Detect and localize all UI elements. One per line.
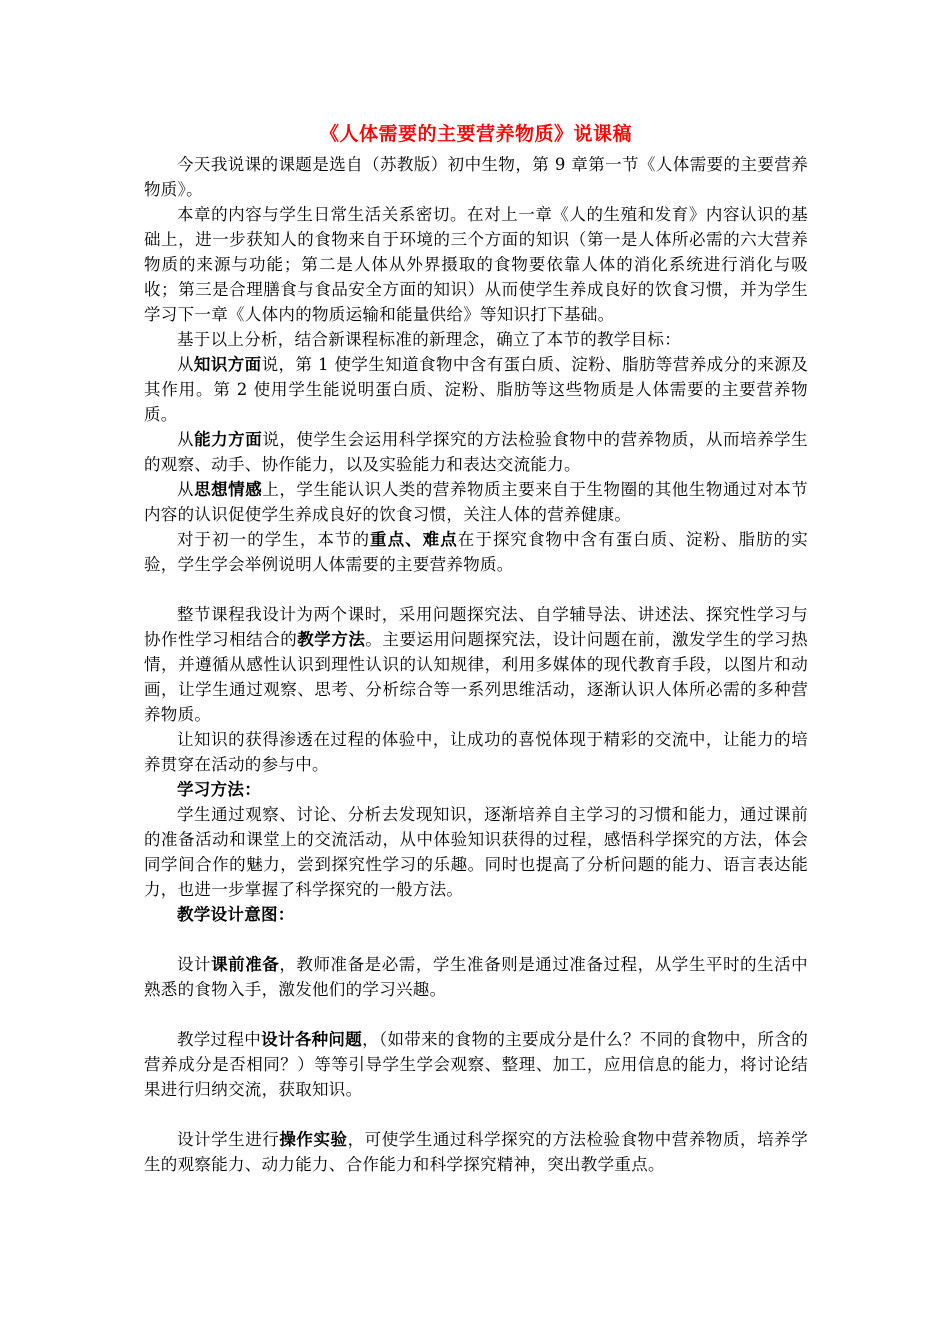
- blank-line: [144, 577, 808, 602]
- paragraph-design-questions: 教学过程中设计各种问题，（如带来的食物的主要成分是什么？不同的食物中，所含的营养成分是否相同？）等等引导学生学会观察、整理、加工，应用信息的能力，将讨论结果进行归纳交流，获取知识。: [144, 1030, 808, 1099]
- emphasis-key-points: 重点、难点: [370, 530, 458, 549]
- document-page: [144, 120, 808, 1177]
- paragraph-pre-class-prep: 设计课前准备，教师准备是必需，学生准备则是通过准备过程，从学生平时的生活中熟悉的食物入手，激发他们的学习兴趣。: [144, 955, 808, 999]
- paragraph-experiment: 设计学生进行操作实验，可使学生通过科学探究的方法检验食物中营养物质，培养学生的观察能力、动力能力、合作能力和科学探究精神，突出教学重点。: [144, 1130, 808, 1174]
- paragraph-emotion-objective: 从思想情感上，学生能认识人类的营养物质主要来自于生物圈的其他生物通过对本节内容的认识促使学生养成良好的饮食习惯，关注人体的营养健康。: [144, 480, 808, 524]
- heading-learning-method: 学习方法：: [177, 780, 261, 799]
- emphasis-pre-class-prep: 课前准备: [211, 955, 280, 974]
- emphasis-emotion: 思想情感: [194, 480, 263, 499]
- document-title: 《人体需要的主要营养物质》说课稿: [319, 123, 632, 145]
- paragraph-learning-method: 学生通过观察、讨论、分析去发现知识，逐渐培养自主学习的习惯和能力，通过课前的准备活动和课堂上的交流活动，从中体验知识获得的过程，感悟科学探究的方法，体会同学间合作的魅力，尝到探究性学习的乐趣。同时也提高了分析问题的能力、语言表达能力，也进一步掌握了科学探究的一般方法。: [144, 805, 808, 899]
- paragraph-intro: 今天我说课的课题是选自（苏教版）初中生物，第 9 章第一节《人体需要的主要营养物质》。: [144, 155, 808, 199]
- paragraph-ability-objective: 从能力方面说，使学生会运用科学探究的方法检验食物中的营养物质，从而培养学生的观察、动手、协作能力，以及实验能力和表达交流能力。: [144, 430, 808, 474]
- emphasis-experiment: 操作实验: [279, 1130, 348, 1149]
- heading-design-intent: 教学设计意图：: [177, 905, 295, 924]
- paragraph-knowledge-objective: 从知识方面说，第 1 使学生知道食物中含有蛋白质、淀粉、脂肪等营养成分的来源及其作用。第 2 使用学生能说明蛋白质、淀粉、脂肪等这些物质是人体需要的主要营养物质。: [144, 355, 808, 424]
- blank-line: [144, 1002, 808, 1027]
- blank-line: [144, 927, 808, 952]
- paragraph-objectives-intro: 基于以上分析，结合新课程标准的新理念，确立了本节的教学目标：: [177, 330, 681, 349]
- blank-line: [144, 1102, 808, 1127]
- emphasis-knowledge: 知识方面: [193, 355, 262, 374]
- paragraph-key-points: 对于初一的学生，本节的重点、难点在于探究食物中含有蛋白质、淀粉、脂肪的实验，学生学会举例说明人体需要的主要营养物质。: [144, 530, 808, 574]
- paragraph-teaching-method: 整节课程我设计为两个课时，采用问题探究法、自学辅导法、讲述法、探究性学习与协作性学习相结合的教学方法。主要运用问题探究法，设计问题在前，激发学生的学习热情，并遵循从感性认识到理性认识的认知规律，利用多媒体的现代教育手段，以图片和动画，让学生通过观察、思考、分析综合等一系列思维活动，逐渐认识人体所必需的多种营养物质。: [144, 605, 808, 724]
- paragraph-experience: 让知识的获得渗透在过程的体验中，让成功的喜悦体现于精彩的交流中，让能力的培养贯穿在活动的参与中。: [144, 730, 808, 774]
- emphasis-ability: 能力方面: [194, 430, 263, 449]
- paragraph-chapter-content: 本章的内容与学生日常生活关系密切。在对上一章《人的生殖和发育》内容认识的基础上，进一步获知人的食物来自于环境的三个方面的知识（第一是人体所必需的六大营养物质的来源与功能；第二是人体从外界摄取的食物要依靠人体的消化系统进行消化与吸收；第三是合理膳食与食品安全方面的知识）从而使学生养成良好的饮食习惯，并为学生学习下一章《人体内的物质运输和能量供给》等知识打下基础。: [144, 205, 808, 324]
- emphasis-teaching-method: 教学方法: [297, 630, 366, 649]
- emphasis-design-questions: 设计各种问题: [261, 1030, 363, 1049]
